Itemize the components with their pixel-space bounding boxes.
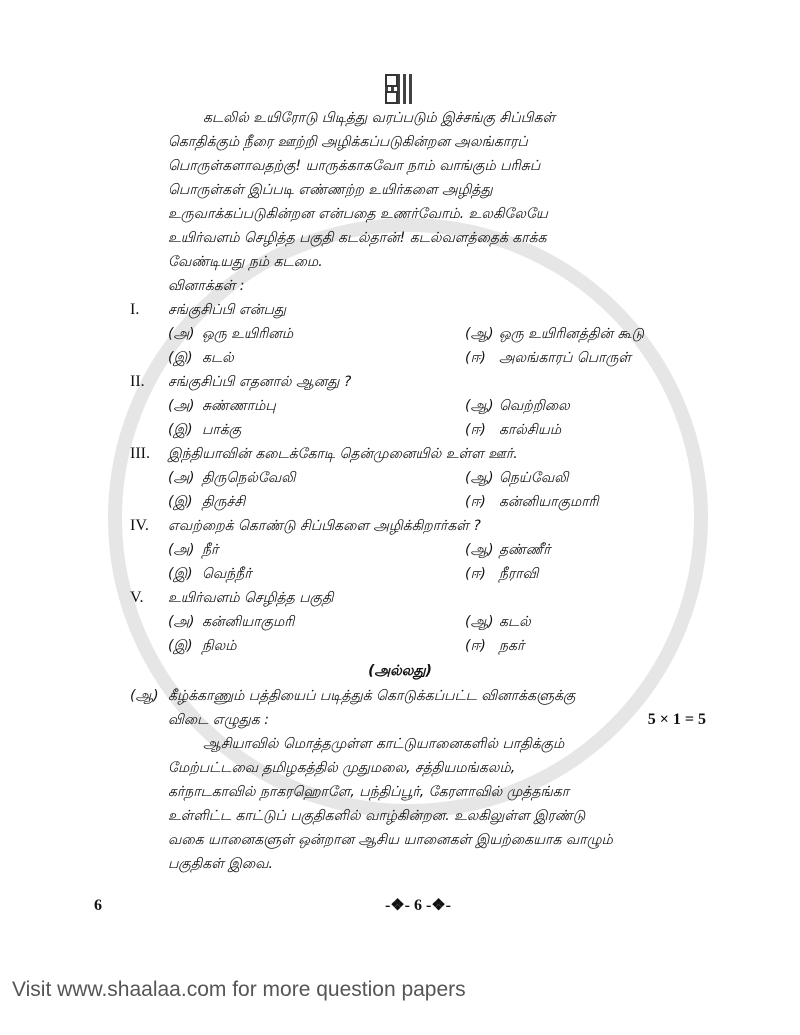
instruction-row (168, 708, 706, 732)
question-text: உயிர்வளம் செழித்த பகுதி (168, 590, 334, 606)
option (168, 322, 465, 346)
option-tag: (ஈ) (465, 638, 486, 654)
qr-code-icon (385, 74, 415, 104)
option (168, 610, 465, 634)
passage-line: கர்நாடகாவில் நாகரஹொளே, பந்திப்பூர், கேரளாவில் முத்தங்கா (168, 784, 570, 800)
page-footer-row (94, 894, 706, 918)
question-head (130, 586, 706, 610)
option-text: கால்சியம் (499, 422, 562, 438)
or-label: (அல்லது) (368, 663, 432, 679)
passage-line: உள்ளிட்ட காட்டுப் பகுதிகளில் வாழ்கின்றன. உலகிலுள்ள இரண்டு (168, 808, 586, 824)
option-tag: (ஆ) (465, 398, 494, 414)
question-head (130, 298, 706, 322)
option-text: நீராவி (499, 566, 539, 582)
option-text: தண்ணீர் (499, 542, 551, 558)
option (465, 418, 706, 442)
instruction-line: விடை எழுதுக : (168, 712, 269, 728)
options (168, 466, 706, 514)
option-text: கன்னியாகுமரி (202, 614, 295, 630)
option-tag: (ஈ) (465, 422, 486, 438)
passage-line: மேற்பட்டவை தமிழகத்தில் முதுமலை, சத்தியமங்கலம், (168, 760, 516, 776)
question-head (130, 370, 706, 394)
questions-list (130, 298, 706, 658)
option-tag: (அ) (168, 470, 195, 486)
option-tag: (அ) (168, 542, 195, 558)
question (130, 298, 706, 370)
question-head (130, 514, 706, 538)
passage-line: பகுதிகள் இவை. (168, 856, 273, 872)
option (465, 490, 706, 514)
question (130, 370, 706, 442)
option-tag: (அ) (168, 614, 195, 630)
option (168, 394, 465, 418)
option-text: நீர் (202, 542, 219, 558)
questions-label: வினாக்கள் : (168, 278, 245, 294)
option-text: கடல் (499, 614, 531, 630)
option-tag: (அ) (168, 398, 195, 414)
option-text: நகர் (499, 638, 525, 654)
page-number-left: 6 (94, 897, 102, 914)
question-text: இந்தியாவின் கடைக்கோடி தென்முனையில் உள்ள ஊர். (168, 446, 518, 462)
passage-line: பொருள்கள் இப்படி எண்ணற்ற உயிர்களை அழித்து (168, 182, 493, 198)
option (168, 562, 465, 586)
option-tag: (ஈ) (465, 350, 486, 366)
question (130, 586, 706, 658)
passage-line: உயிர்வளம் செழித்த பகுதி கடல்தான்! கடல்வளத்தைக் காக்க (168, 230, 547, 246)
question-text: எவற்றைக் கொண்டு சிப்பிகளை அழிக்கிறார்கள் ? (168, 518, 481, 534)
passage-line: ஆசியாவில் மொத்தமுள்ள காட்டுயானைகளில் பாதிக்கும் (203, 736, 565, 752)
option-tag: (இ) (168, 350, 193, 366)
question-number: V. (130, 589, 144, 606)
option-text: வெற்றிலை (499, 398, 570, 414)
passage-line: உருவாக்கப்படுகின்றன என்பதை உணர்வோம். உலகிலேயே (168, 206, 548, 222)
marks: 5 × 1 = 5 (647, 711, 706, 728)
option (465, 394, 706, 418)
option (465, 634, 706, 658)
option-tag: (ஆ) (465, 614, 494, 630)
option (168, 466, 465, 490)
option (168, 346, 465, 370)
option-tag: (இ) (168, 638, 193, 654)
passage-2 (168, 732, 706, 876)
passage-line: கொதிக்கும் நீரை ஊற்றி அழிக்கப்படுகின்றன அலங்காரப் (168, 134, 528, 150)
option-text: நிலம் (202, 638, 237, 654)
option (168, 634, 465, 658)
options (168, 322, 706, 370)
option (465, 466, 706, 490)
option (465, 562, 706, 586)
question-number: IV. (130, 517, 149, 534)
option-tag: (இ) (168, 494, 193, 510)
option-text: கடல் (202, 350, 234, 366)
option-text: கன்னியாகுமாரி (499, 494, 599, 510)
option-tag: (ஈ) (465, 566, 486, 582)
option (465, 322, 706, 346)
qr-row (130, 74, 706, 104)
section-b-tag: (ஆ) (130, 688, 159, 704)
instruction-line: கீழ்க்காணும் பத்தியைப் படித்துக் கொடுக்கப்பட்ட வினாக்களுக்கு (168, 688, 576, 704)
option-tag: (ஆ) (465, 470, 494, 486)
passage-line: வகை யானைகளுள் ஒன்றான ஆசிய யானைகள் இயற்கையாக வாழும் (168, 832, 613, 848)
question-text: சங்குசிப்பி என்பது (168, 302, 287, 318)
option-text: சுண்ணாம்பு (202, 398, 276, 414)
option-tag: (ஈ) (465, 494, 486, 510)
question-number: I. (130, 301, 140, 318)
option (168, 418, 465, 442)
option-text: பாக்கு (202, 422, 242, 438)
option-tag: (ஆ) (465, 542, 494, 558)
question-number: III. (130, 445, 150, 462)
footer-link[interactable]: Visit www.shaalaa.com for more question papers (12, 978, 466, 1001)
question (130, 442, 706, 514)
option-tag: (ஆ) (465, 326, 494, 342)
option (465, 610, 706, 634)
question-number: II. (130, 373, 145, 390)
option (465, 538, 706, 562)
option-text: ஒரு உயிரினத்தின் கூடு (499, 326, 645, 342)
option-text: திருச்சி (202, 494, 246, 510)
section-b-instruction (168, 684, 706, 732)
passage-line: பொருள்களாவதற்கு! யாருக்காகவோ நாம் வாங்கும் பரிசுப் (168, 158, 541, 174)
passage-line: கடலில் உயிரோடு பிடித்து வரப்படும் இச்சங்கு சிப்பிகள் (203, 110, 556, 126)
option (168, 538, 465, 562)
options (168, 610, 706, 658)
question-head (130, 442, 706, 466)
option-text: வெந்நீர் (202, 566, 252, 582)
page-number-center: -❖- 6 -❖- (385, 897, 451, 914)
passage-line: வேண்டியது நம் கடமை. (168, 254, 323, 270)
option (168, 490, 465, 514)
option (465, 346, 706, 370)
section-b (130, 684, 706, 732)
option-tag: (அ) (168, 326, 195, 342)
passage-1 (168, 106, 706, 274)
options (168, 538, 706, 586)
question-text: சங்குசிப்பி எதனால் ஆனது ? (168, 374, 352, 390)
option-text: நெய்வேலி (499, 470, 569, 486)
question (130, 514, 706, 586)
options (168, 394, 706, 442)
option-tag: (இ) (168, 566, 193, 582)
option-text: ஒரு உயிரினம் (202, 326, 294, 342)
option-tag: (இ) (168, 422, 193, 438)
option-text: அலங்காரப் பொருள் (499, 350, 632, 366)
option-text: திருநெல்வேலி (202, 470, 296, 486)
